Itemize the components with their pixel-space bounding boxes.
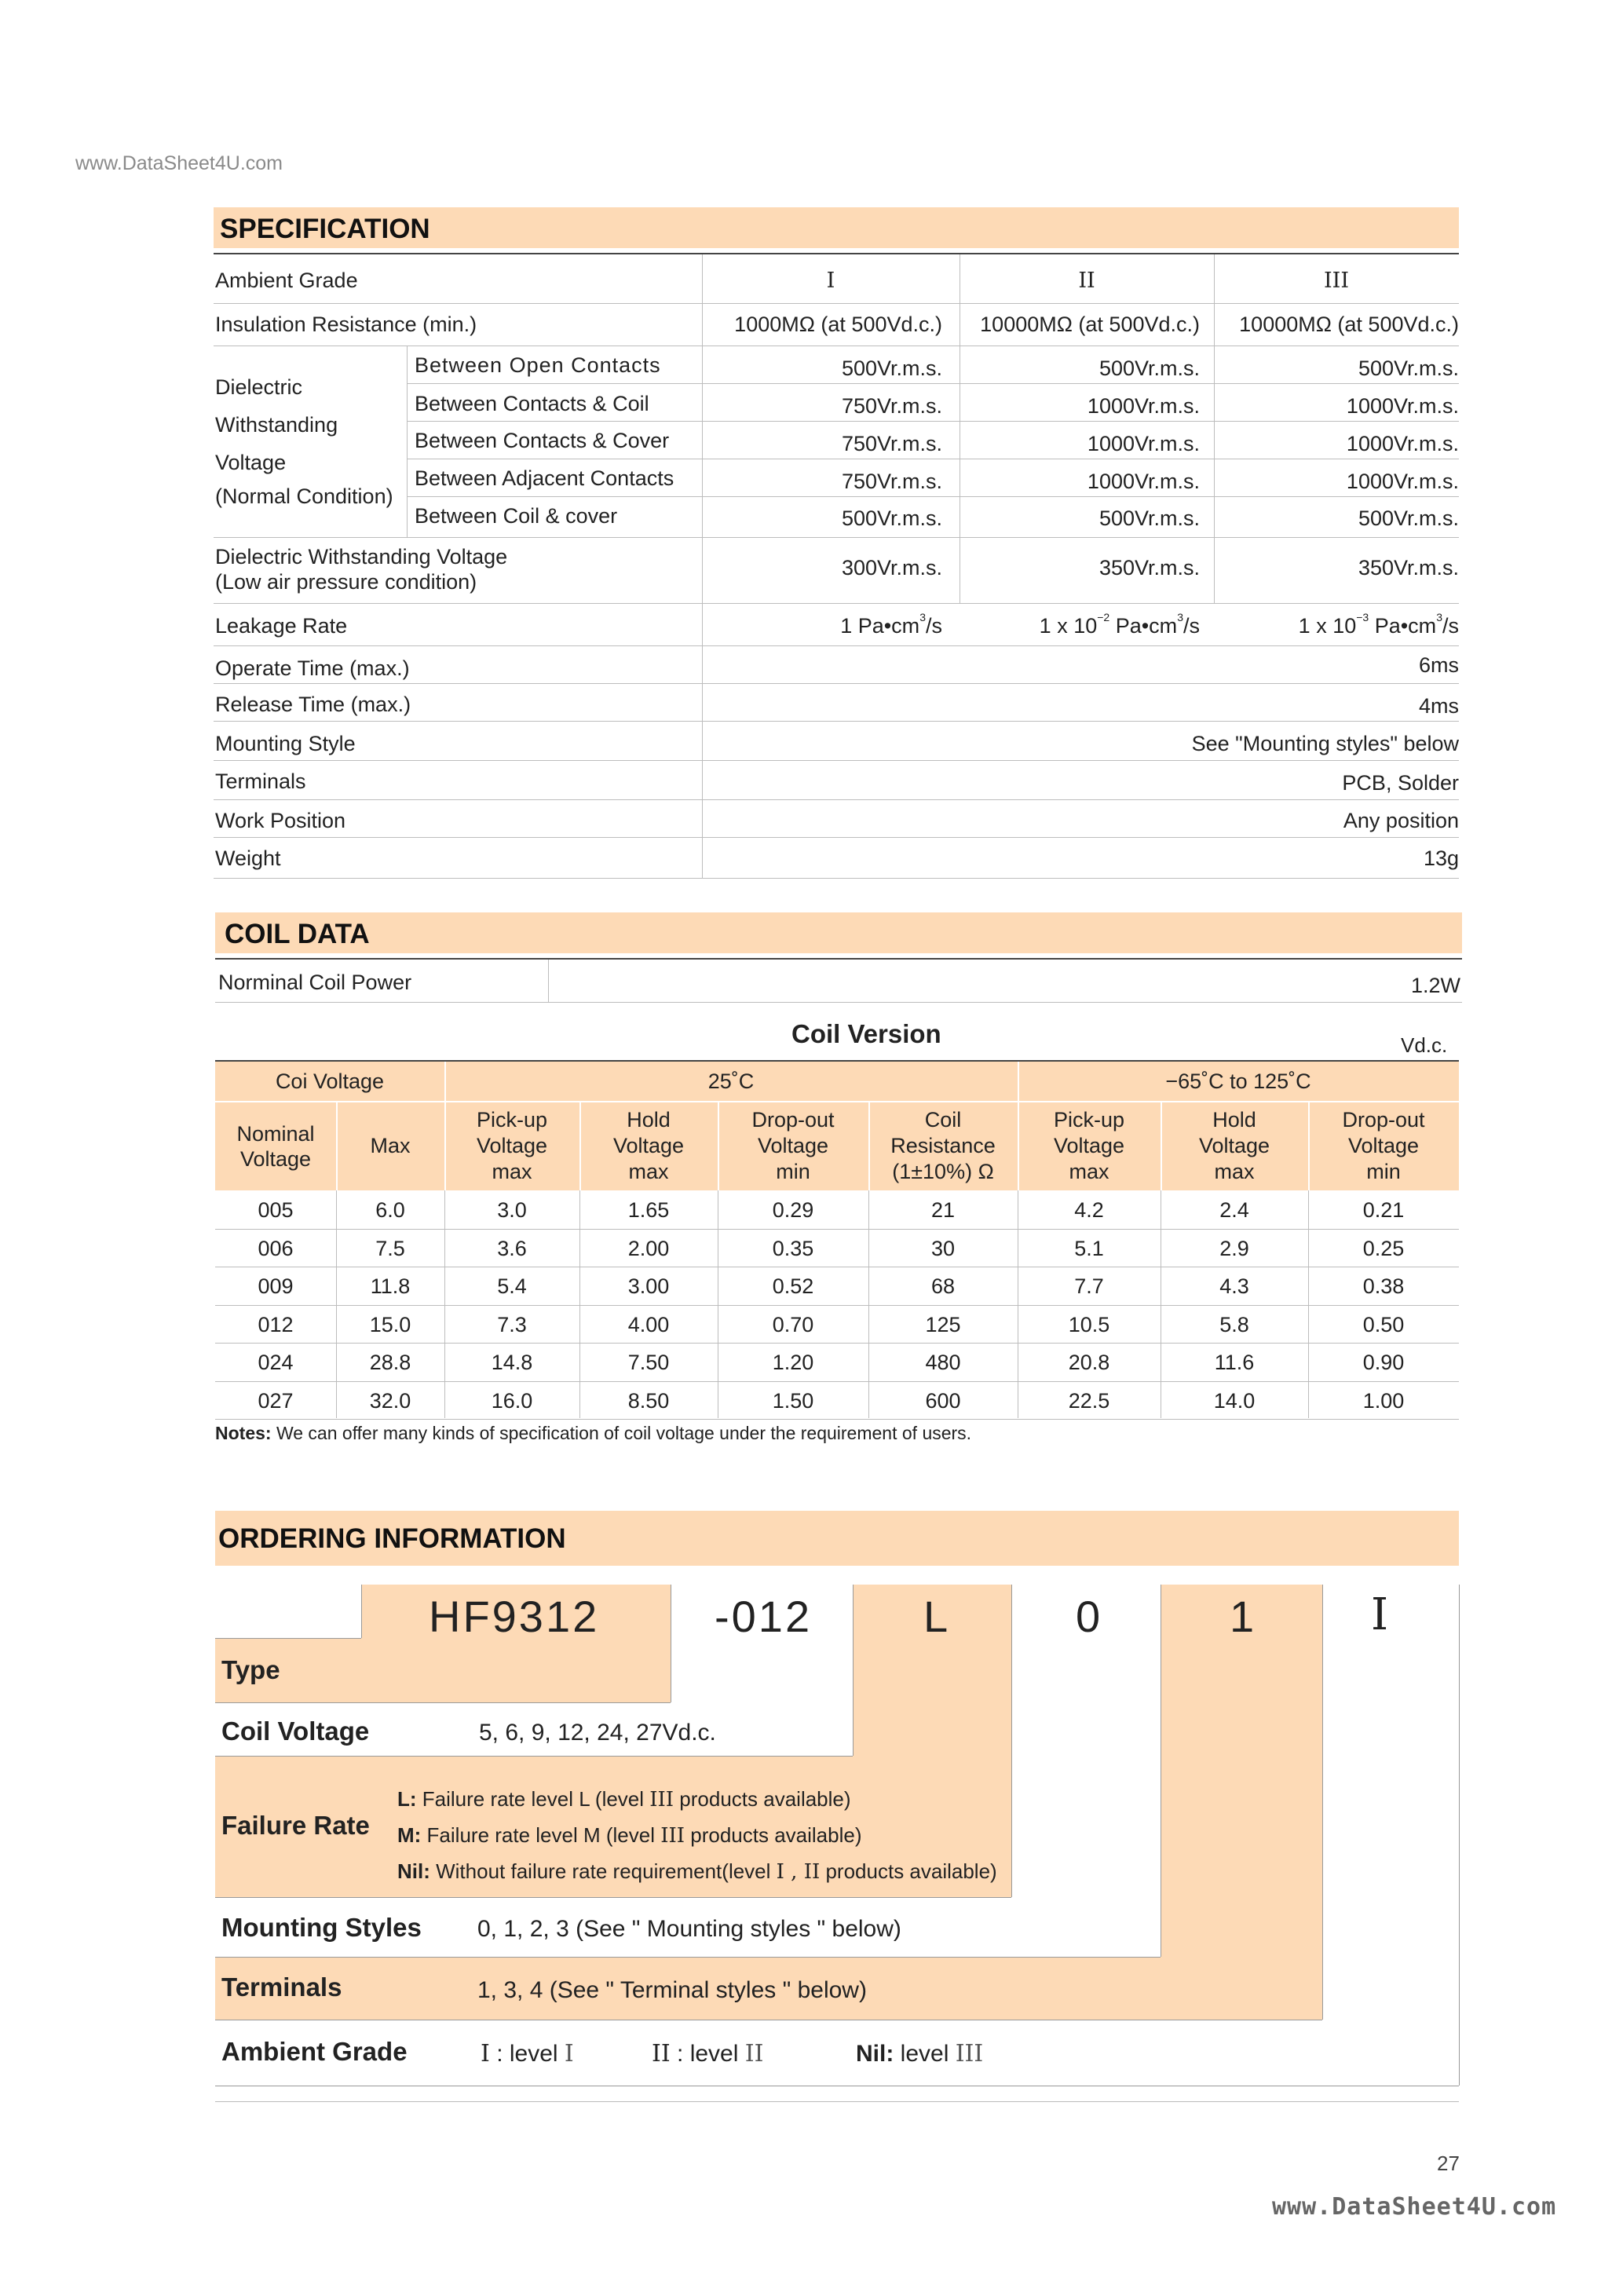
cell-pickup: 16.0: [491, 1388, 533, 1413]
leakage-label: Leakage Rate: [215, 614, 348, 638]
row-rule: [215, 1343, 1459, 1344]
mounting-style-value: See "Mounting styles" below: [1191, 732, 1459, 755]
insulation-value-iii: 10000MΩ (at 500Vd.c.): [1239, 313, 1459, 336]
spec-sub-divider: [407, 345, 408, 538]
cell-hold2: 2.9: [1219, 1236, 1249, 1260]
code-part-voltage: -012: [715, 1592, 813, 1641]
row-rule: [214, 721, 1459, 722]
code-part-failure: L: [923, 1592, 951, 1641]
order-line: [215, 1638, 361, 1639]
operate-time-label: Operate Time (max.): [215, 656, 410, 680]
cell-hold: 2.00: [627, 1236, 670, 1260]
work-position-value: Any position: [1343, 809, 1459, 832]
row-rule: [215, 1229, 1459, 1230]
cell-pickup2: 7.7: [1074, 1274, 1104, 1298]
dielectric-row-label: Between Contacts & Cover: [415, 429, 670, 452]
cell-dropout: 1.20: [772, 1351, 814, 1374]
dielectric-value: 500Vr.m.s.: [1098, 356, 1200, 380]
row-rule: [407, 421, 1459, 422]
coil-version-title: Coil Version: [791, 1019, 941, 1048]
dielectric-value: 500Vr.m.s.: [1358, 356, 1459, 380]
watermark-top: www.DataSheet4U.com: [75, 152, 283, 174]
grade-ii: II: [1078, 269, 1095, 293]
spec-section-header: [214, 207, 1459, 248]
coil-section-header: [215, 912, 1462, 953]
cell-pickup2: 5.1: [1074, 1236, 1104, 1260]
order-bottom-rule: [215, 2101, 1459, 2102]
row-rule: [214, 645, 1459, 646]
cell-nominal: 009: [258, 1274, 294, 1298]
dielectric-value: 500Vr.m.s.: [1358, 506, 1459, 530]
type-label: Type: [221, 1655, 280, 1684]
cell-pickup: 5.4: [497, 1274, 527, 1298]
nominal-voltage-header: Nominal Voltage: [236, 1122, 315, 1171]
cell-pickup: 14.8: [491, 1351, 533, 1374]
failure-line-nil: Nil: Without failure rate requirement(level I , II products available): [397, 1859, 997, 1884]
release-time-label: Release Time (max.): [215, 693, 411, 716]
ordering-title: ORDERING INFORMATION: [218, 1523, 566, 1554]
grade-item-nil: Nil: level III: [856, 2040, 984, 2067]
cell-hold: 8.50: [627, 1388, 670, 1413]
operate-time-value: 6ms: [1418, 653, 1459, 677]
coil-top-rule: [215, 958, 1462, 960]
temp-range-header: −65˚C to 125˚C: [1165, 1069, 1311, 1093]
temp-25-header: 25˚C: [707, 1069, 755, 1093]
coil-power-value: 1.2W: [1410, 974, 1460, 997]
cell-dropout: 0.52: [772, 1274, 814, 1298]
order-line: [215, 1702, 671, 1703]
mounting-styles-label: Mounting Styles: [221, 1913, 422, 1942]
row-rule: [214, 760, 1459, 761]
order-line: [215, 1756, 853, 1757]
cell-hold2: 14.0: [1213, 1388, 1256, 1413]
failure-line-l: L: Failure rate level L (level III products available): [397, 1787, 851, 1812]
insulation-value-ii: 10000MΩ (at 500Vd.c.): [980, 313, 1200, 336]
cell-pickup2: 20.8: [1068, 1351, 1110, 1374]
cell-dropout: 0.70: [772, 1312, 814, 1336]
dielectric-value: 1000Vr.m.s.: [1087, 470, 1200, 493]
release-time-value: 4ms: [1418, 694, 1459, 718]
row-rule: [214, 303, 1459, 304]
dielectric-value: 750Vr.m.s.: [841, 394, 942, 418]
grade-i: I: [826, 269, 835, 293]
dielectric-value: 1000Vr.m.s.: [1346, 394, 1459, 418]
mounting-styles-value: 0, 1, 2, 3 (See " Mounting styles " below): [477, 1916, 901, 1942]
mounting-style-label: Mounting Style: [215, 732, 356, 755]
cell-hold2: 4.3: [1219, 1274, 1249, 1298]
row-rule: [214, 603, 1459, 604]
terminals-value: PCB, Solder: [1342, 771, 1459, 795]
row-rule: [215, 1419, 1459, 1420]
pickup2-header: Pick-up Voltage max: [1053, 1108, 1125, 1183]
order-line: [1322, 1585, 1323, 2020]
failure-line-m: M: Failure rate level M (level III products available): [397, 1823, 862, 1848]
spec-top-rule: [214, 253, 1459, 254]
cell-pickup2: 4.2: [1074, 1198, 1104, 1222]
cell-pickup2: 22.5: [1068, 1388, 1110, 1413]
dielectric-value: 1000Vr.m.s.: [1346, 432, 1459, 455]
terminals-label: Terminals: [215, 770, 306, 793]
spec-grade-label: Ambient Grade: [215, 269, 358, 292]
spec-col-divider: [1214, 254, 1215, 603]
row-rule: [407, 496, 1459, 497]
cell-dropout: 1.50: [772, 1388, 814, 1413]
cell-dropout: 0.35: [772, 1236, 814, 1260]
max-header: Max: [370, 1134, 411, 1157]
code-part-mounting: 0: [1076, 1592, 1103, 1641]
low-air-label-1: Dielectric Withstanding Voltage: [215, 545, 508, 569]
dielectric-label-4: (Normal Condition): [215, 484, 393, 508]
dielectric-row-label: Between Coil & cover: [415, 504, 618, 528]
order-line: [853, 1585, 854, 1756]
ambient-grade-label: Ambient Grade: [221, 2037, 408, 2066]
dielectric-label-2: Withstanding: [215, 413, 338, 437]
cell-resistance: 21: [930, 1198, 956, 1222]
order-line: [215, 1957, 1161, 1958]
cell-nominal: 012: [258, 1312, 294, 1336]
work-position-label: Work Position: [215, 809, 346, 832]
watermark-bottom: www.DataSheet4U.com: [1272, 2193, 1557, 2221]
cell-dropout2: 0.25: [1362, 1236, 1405, 1260]
cell-dropout: 0.29: [772, 1198, 814, 1222]
low-air-value: 300Vr.m.s.: [841, 556, 942, 579]
coil-notes: Notes: We can offer many kinds of specification of coil voltage under the requirement of users.: [215, 1423, 972, 1443]
cell-pickup2: 10.5: [1068, 1312, 1110, 1336]
dropout2-header: Drop-out Voltage min: [1342, 1108, 1425, 1183]
dielectric-value: 500Vr.m.s.: [841, 506, 942, 530]
cell-dropout2: 0.50: [1362, 1312, 1405, 1336]
dielectric-row-label: Between Adjacent Contacts: [415, 466, 674, 490]
cell-max: 7.5: [375, 1236, 405, 1260]
hold2-header: Hold Voltage max: [1198, 1108, 1270, 1183]
grade-item-ii: II : level II: [652, 2040, 764, 2067]
cell-hold: 3.00: [627, 1274, 670, 1298]
cell-hold2: 5.8: [1219, 1312, 1249, 1336]
cell-resistance: 125: [925, 1312, 961, 1336]
dielectric-value: 750Vr.m.s.: [841, 432, 942, 455]
row-rule: [215, 1381, 1459, 1382]
cell-pickup: 7.3: [497, 1312, 527, 1336]
dielectric-row-label: Between Open Contacts: [415, 353, 661, 377]
row-rule: [214, 799, 1459, 800]
dielectric-value: 1000Vr.m.s.: [1346, 470, 1459, 493]
dielectric-value: 500Vr.m.s.: [841, 356, 942, 380]
row-rule: [215, 1305, 1459, 1306]
coil-power-divider: [548, 960, 549, 1002]
coil-title: COIL DATA: [225, 919, 370, 949]
dielectric-value: 500Vr.m.s.: [1098, 506, 1200, 530]
cell-resistance: 600: [925, 1388, 961, 1413]
header-divider: [215, 1101, 1459, 1102]
failure-rate-label: Failure Rate: [221, 1811, 370, 1840]
cell-dropout2: 0.38: [1362, 1274, 1405, 1298]
cell-resistance: 68: [930, 1274, 956, 1298]
hold-header: Hold Voltage max: [612, 1108, 685, 1183]
coil-unit: Vd.c.: [1401, 1033, 1448, 1057]
cell-max: 32.0: [369, 1388, 411, 1413]
cell-resistance: 30: [930, 1236, 956, 1260]
cell-dropout2: 0.90: [1362, 1351, 1405, 1374]
order-line: [1011, 1585, 1012, 1897]
grade-iii: III: [1324, 269, 1349, 293]
cell-hold: 4.00: [627, 1312, 670, 1336]
row-rule: [214, 345, 1459, 346]
leakage-value-ii: 1 x $10^{-2}$ $Pa•cm^3/s$: [1039, 611, 1200, 638]
cell-nominal: 024: [258, 1351, 294, 1374]
dielectric-value: 1000Vr.m.s.: [1087, 394, 1200, 418]
cell-max: 6.0: [375, 1198, 405, 1222]
leakage-value-i: 1 $Pa•cm^3/s$: [840, 611, 942, 638]
resistance-header: Coil Resistance (1±10%) Ω: [890, 1108, 996, 1183]
cell-max: 28.8: [369, 1351, 411, 1374]
row-rule: [407, 383, 1459, 384]
dielectric-value: 750Vr.m.s.: [841, 470, 942, 493]
cell-hold2: 2.4: [1219, 1198, 1249, 1222]
cell-resistance: 480: [925, 1351, 961, 1374]
cell-dropout2: 0.21: [1362, 1198, 1405, 1222]
coil-voltage-header: Coi Voltage: [275, 1069, 385, 1093]
cell-pickup: 3.6: [497, 1236, 527, 1260]
row-rule: [214, 537, 1459, 538]
cell-hold2: 11.6: [1214, 1351, 1255, 1374]
insulation-label: Insulation Resistance (min.): [215, 313, 477, 336]
cell-nominal: 027: [258, 1388, 294, 1413]
dielectric-row-label: Between Contacts & Coil: [415, 392, 649, 415]
low-air-label-2: (Low air pressure condition): [215, 570, 477, 594]
weight-label: Weight: [215, 846, 281, 870]
dropout-header: Drop-out Voltage min: [751, 1108, 835, 1183]
row-rule: [215, 1002, 1462, 1003]
dielectric-label-1: Dielectric: [215, 375, 303, 399]
ordering-section-header: [215, 1511, 1459, 1566]
grade-item-i: I : level I: [481, 2040, 574, 2067]
low-air-value: 350Vr.m.s.: [1358, 556, 1459, 579]
coil-table-top-rule: [215, 1060, 1459, 1062]
row-rule: [214, 683, 1459, 684]
row-rule: [214, 837, 1459, 838]
type-row-bg: [215, 1638, 671, 1702]
pickup-header: Pick-up Voltage max: [476, 1108, 548, 1183]
cell-dropout2: 1.00: [1362, 1388, 1405, 1413]
code-part-type: HF9312: [429, 1592, 600, 1641]
dielectric-label-3: Voltage: [215, 451, 287, 474]
cell-hold: 7.50: [627, 1351, 670, 1374]
page-number: 27: [1437, 2152, 1460, 2175]
code-part-grade: I: [1371, 1589, 1391, 1640]
cell-nominal: 005: [258, 1198, 294, 1222]
leakage-value-iii: 1 x $10^{-3}$ $Pa•cm^3/s$: [1298, 611, 1459, 638]
order-line: [1459, 1585, 1460, 2086]
order-line: [215, 1897, 1011, 1898]
terminals-order-label: Terminals: [221, 1972, 342, 2002]
weight-value: 13g: [1423, 846, 1459, 870]
coil-power-label: Norminal Coil Power: [218, 971, 412, 994]
low-air-value: 350Vr.m.s.: [1098, 556, 1200, 579]
code-part-terminals: 1: [1230, 1592, 1257, 1641]
dielectric-value: 1000Vr.m.s.: [1087, 432, 1200, 455]
spec-title: SPECIFICATION: [220, 214, 430, 244]
insulation-value-i: 1000MΩ (at 500Vd.c.): [734, 313, 942, 336]
cell-max: 11.8: [370, 1274, 411, 1298]
cell-pickup: 3.0: [497, 1198, 527, 1222]
cell-hold: 1.65: [627, 1198, 670, 1222]
coil-voltage-label: Coil Voltage: [221, 1717, 370, 1746]
coil-voltage-value: 5, 6, 9, 12, 24, 27Vd.c.: [479, 1720, 716, 1746]
order-line: [361, 1585, 362, 1638]
terminals-order-value: 1, 3, 4 (See " Terminal styles " below): [477, 1977, 867, 2003]
cell-nominal: 006: [258, 1236, 294, 1260]
cell-max: 15.0: [369, 1312, 411, 1336]
row-rule: [214, 878, 1459, 879]
